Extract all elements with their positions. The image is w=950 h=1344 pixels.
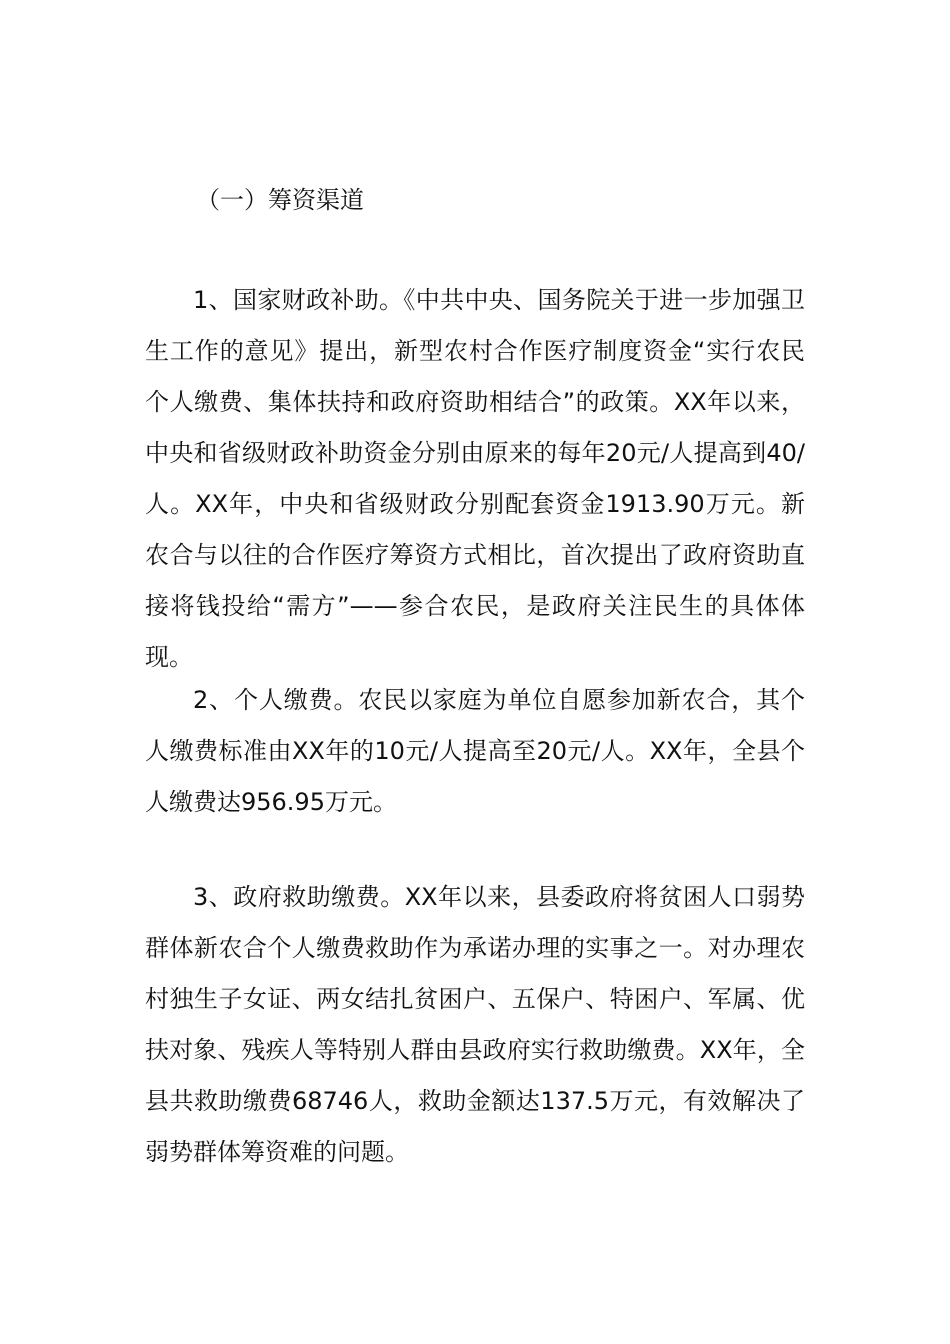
paragraph-national-subsidy: 1、国家财政补助。《中共中央、国务院关于进一步加强卫生工作的意见》提出，新型农村合作医疗制度资金“实行农民个人缴费、集体扶持和政府资助相结合”的政策。XX年以来，中央和省级财政补助资金分别由原来的每年20元/人提高到40/人。XX年，中央和省级财政分别配套资金1913.90万元。新农合与以往的合作医疗筹资方式相比，首次提出了政府资助直接将钱投给“需方”——参合农民，是政府关注民生的具体体现。 [145, 286, 805, 671]
paragraph-government-aid: 3、政府救助缴费。XX年以来，县委政府将贫困人口弱势群体新农合个人缴费救助作为承诺办理的实事之一。对办理农村独生子女证、两女结扎贫困户、五保户、特困户、军属、优扶对象、残疾人等特别人群由县政府实行救助缴费。XX年，全县共救助缴费68746人，救助金额达137.5万元，有效解决了弱势群体筹资难的问题。 [145, 883, 805, 1166]
paragraph-personal-payment: 2、个人缴费。农民以家庭为单位自愿参加新农合，其个人缴费标准由XX年的10元/人提高至20元/人。XX年，全县个人缴费达956.95万元。 [145, 686, 805, 816]
section-heading: （一）筹资渠道 [196, 186, 364, 214]
